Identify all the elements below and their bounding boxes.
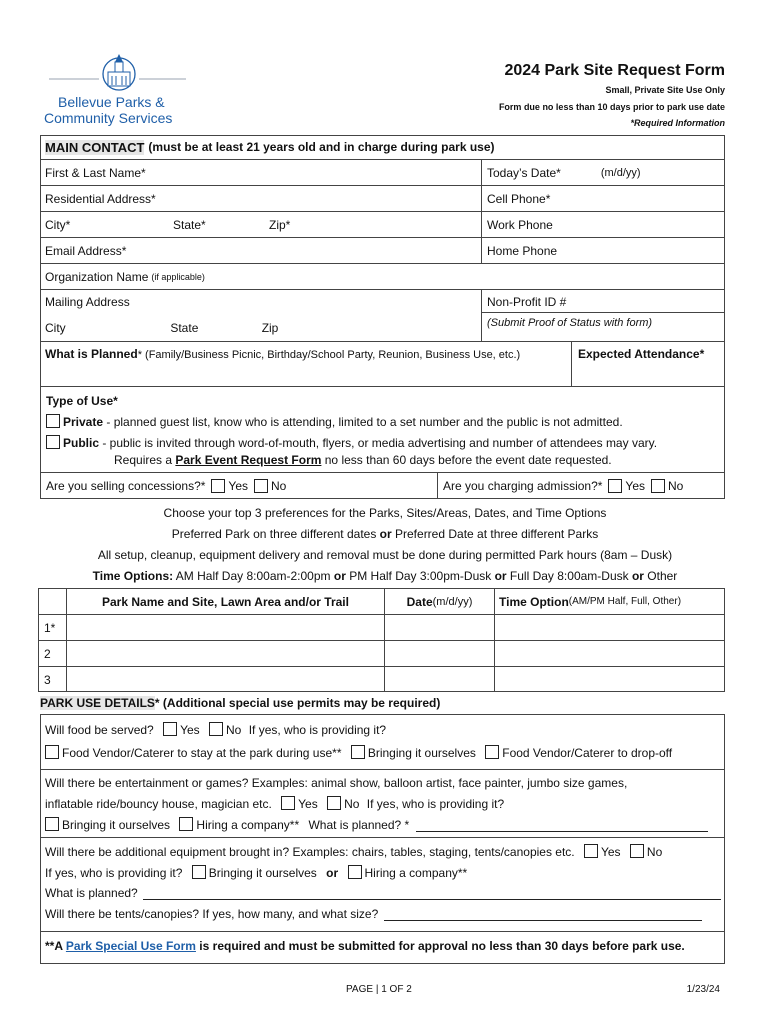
preferences-table	[38, 588, 725, 692]
proof-note: (Submit Proof of Status with form)	[487, 317, 653, 329]
nonprofit-field[interactable]	[482, 290, 725, 342]
equip-question	[45, 844, 662, 859]
charging-yes-checkbox[interactable]	[608, 479, 622, 493]
equip-planned-label: What is planned?	[45, 886, 138, 900]
todays-date-label: Today’s Date*	[487, 165, 561, 180]
park-use-heading-line	[40, 696, 440, 710]
footer-date: 1/23/24	[686, 984, 720, 995]
food-no-label: No	[226, 723, 242, 737]
time-options-line	[0, 569, 770, 583]
requires-post: no less than 60 days before the event date requested.	[321, 453, 612, 467]
time-pm: PM Half Day 3:00pm-Dusk	[345, 569, 495, 583]
tents-input[interactable]	[384, 907, 702, 921]
public-text: - public is invited through word-of-mouth, flyers, or media advertising and number of attendees may vary.	[99, 436, 658, 450]
planned-row	[40, 342, 725, 387]
city-row	[40, 212, 725, 238]
form-title: 2024 Park Site Request Form	[504, 62, 725, 79]
equip-hiring-checkbox[interactable]	[348, 865, 362, 879]
charging-yes-label: Yes	[625, 478, 645, 493]
attendance-field[interactable]	[572, 342, 725, 387]
org-row	[40, 264, 725, 290]
divider	[41, 769, 724, 770]
selling-yes-label: Yes	[228, 478, 248, 493]
page-number: PAGE | 1 OF 2	[346, 984, 412, 995]
mailing-label: Mailing Address	[45, 295, 130, 309]
address-row	[40, 186, 725, 212]
charging-label: Are you charging admission?*	[443, 478, 603, 493]
instruction-line2-pre: Preferred Park on three different dates	[171, 527, 380, 541]
special-pre: **A	[45, 939, 66, 953]
equip-yes-checkbox[interactable]	[584, 844, 598, 858]
city-hall-icon	[44, 52, 194, 94]
ent-no-checkbox[interactable]	[327, 796, 341, 810]
special-post: is required and must be submitted for approval no less than 30 days before park use.	[195, 939, 685, 953]
food-vendor-checkbox[interactable]	[45, 745, 59, 759]
charging-no-label: No	[668, 478, 684, 493]
table-row	[39, 641, 724, 667]
food-question-label: Will food be served?	[45, 723, 154, 737]
pref-row-number: 1*	[39, 615, 67, 640]
food-no-checkbox[interactable]	[209, 722, 223, 736]
cell-phone-field[interactable]: Cell Phone*	[487, 191, 551, 206]
special-use-note	[45, 939, 685, 953]
org-name-field[interactable]	[40, 264, 725, 289]
header-line2: Form due no less than 10 days prior to park use date	[498, 102, 725, 112]
table-row	[39, 615, 724, 641]
equip-options	[45, 865, 467, 880]
name-row	[40, 160, 725, 186]
food-bringing-label: Bringing it ourselves	[367, 746, 476, 760]
time-other: Other	[643, 569, 678, 583]
food-bringing-checkbox[interactable]	[351, 745, 365, 759]
divider	[41, 837, 724, 838]
ent-hiring-checkbox[interactable]	[179, 817, 193, 831]
ent-question-2-label: inflatable ride/bouncy house, magician etc.	[45, 797, 272, 811]
state-label: State*	[173, 217, 206, 232]
ent-bringing-label: Bringing it ourselves	[62, 818, 171, 832]
mailing-field[interactable]	[40, 290, 482, 342]
ent-no-label: No	[344, 797, 360, 811]
time-or1: or	[333, 569, 346, 583]
main-contact-heading-row	[40, 135, 725, 160]
pref-col-date-label: Date	[406, 594, 433, 609]
table-row	[39, 667, 724, 692]
ent-yes-label: Yes	[298, 797, 318, 811]
equip-no-label: No	[646, 845, 663, 859]
what-planned-field[interactable]	[40, 342, 572, 387]
private-option[interactable]	[46, 414, 623, 429]
ent-question-2	[45, 796, 504, 811]
main-contact-heading: MAIN CONTACT	[45, 139, 145, 155]
tents-question	[45, 907, 702, 921]
ent-who-label: If yes, who is providing it?	[366, 797, 505, 811]
instruction-line3: All setup, cleanup, equipment delivery and removal must be done during permitted Park hours (8am – Dusk)	[97, 548, 673, 562]
pref-col-time-note: (AM/PM Half, Full, Other)	[568, 596, 682, 607]
ent-what-planned-label: What is planned? *	[308, 818, 410, 832]
instruction-line2	[0, 527, 770, 541]
zip2-label: Zip	[261, 321, 279, 335]
email-field[interactable]: Email Address*	[40, 238, 482, 263]
selling-yes-checkbox[interactable]	[211, 479, 225, 493]
pref-time-input[interactable]	[495, 667, 724, 692]
ent-question: Will there be entertainment or games? Examples: animal show, balloon artist, face painter, jumbo size games,	[45, 776, 628, 790]
time-am: AM Half Day 8:00am-2:00pm	[173, 569, 334, 583]
pref-date-input[interactable]	[385, 641, 495, 666]
attendance-label: Expected Attendance*	[578, 347, 705, 361]
equip-yes-label: Yes	[600, 845, 621, 859]
private-checkbox[interactable]	[46, 414, 60, 428]
charging-admission	[438, 473, 724, 498]
selling-concessions	[41, 473, 438, 498]
city2-label: City	[45, 321, 66, 335]
nonprofit-label: Non-Profit ID #	[487, 295, 567, 309]
time-full: Full Day 8:00am-Dusk	[506, 569, 632, 583]
park-use-box	[40, 714, 725, 964]
pref-col-date-note: (m/d/yy)	[432, 595, 473, 608]
instruction-line2-post: Preferred Date at three different Parks	[391, 527, 599, 541]
city-state-zip-field[interactable]	[40, 212, 482, 237]
selling-no-checkbox[interactable]	[254, 479, 268, 493]
food-dropoff-label: Food Vendor/Caterer to drop-off	[502, 746, 673, 760]
city-label: City*	[45, 217, 71, 232]
public-label: Public	[63, 436, 100, 450]
divider	[41, 931, 724, 932]
type-of-use-box	[40, 387, 725, 473]
equip-hiring-label: Hiring a company**	[364, 866, 468, 880]
time-or3: or	[631, 569, 644, 583]
food-question	[45, 722, 386, 737]
pref-row-number: 3	[39, 667, 67, 692]
pref-time-input[interactable]	[495, 615, 724, 640]
pref-col-park: Park Name and Site, Lawn Area and/or Trail	[67, 589, 385, 614]
food-who-label: If yes, who is providing it?	[248, 723, 387, 737]
address-field[interactable]: Residential Address*	[40, 186, 482, 211]
pref-date-input[interactable]	[385, 615, 495, 640]
pref-park-input[interactable]	[67, 615, 385, 640]
mailing-city-line	[45, 321, 278, 335]
charging-no-checkbox[interactable]	[651, 479, 665, 493]
requires-line	[114, 453, 612, 467]
park-special-use-link[interactable]: Park Special Use Form	[65, 939, 196, 953]
nonprofit-divider	[482, 312, 725, 313]
equip-bringing-label: Bringing it ourselves	[208, 866, 317, 880]
equip-or: or	[326, 866, 339, 880]
equip-who-label: If yes, who is providing it?	[45, 866, 183, 880]
pref-col-time-label: Time Option	[499, 594, 569, 609]
pref-park-input[interactable]	[67, 667, 385, 692]
time-or2: or	[494, 569, 507, 583]
home-phone-field[interactable]: Home Phone	[487, 243, 558, 258]
park-use-heading: PARK USE DETAILS	[40, 696, 155, 710]
logo	[44, 52, 194, 127]
selling-label: Are you selling concessions?*	[46, 478, 206, 493]
zip-label: Zip*	[269, 217, 291, 232]
state2-label: State	[170, 321, 199, 335]
org-name-note: (if applicable)	[151, 271, 205, 282]
equip-planned-input[interactable]	[143, 886, 721, 900]
equip-question-label: Will there be additional equipment brought in? Examples: chairs, tables, staging, tents/canopies etc.	[45, 845, 575, 859]
food-vendor-label: Food Vendor/Caterer to stay at the park during use**	[62, 746, 342, 760]
date-format: (m/d/yy)	[600, 166, 641, 179]
pref-col-time	[495, 589, 724, 614]
food-yes-checkbox[interactable]	[163, 722, 177, 736]
park-event-request-link[interactable]: Park Event Request Form	[175, 453, 322, 467]
pref-park-input[interactable]	[67, 641, 385, 666]
equip-no-checkbox[interactable]	[630, 844, 644, 858]
instruction-or: or	[379, 527, 392, 541]
name-field[interactable]: First & Last Name*	[40, 160, 482, 185]
pref-header-row	[39, 589, 724, 615]
private-label: Private	[63, 415, 104, 429]
mailing-row	[40, 290, 725, 342]
header-line3: *Required Information	[630, 118, 725, 128]
header-line1: Small, Private Site Use Only	[605, 85, 725, 95]
public-checkbox[interactable]	[46, 435, 60, 449]
email-row	[40, 238, 725, 264]
equip-planned	[45, 886, 721, 900]
equip-bringing-checkbox[interactable]	[192, 865, 206, 879]
org-name-label: Organization Name	[45, 269, 149, 284]
main-contact-note: (must be at least 21 years old and in charge during park use)	[148, 140, 495, 154]
food-dropoff-checkbox[interactable]	[485, 745, 499, 759]
concessions-row	[40, 473, 725, 499]
work-phone-field[interactable]: Work Phone	[487, 217, 553, 232]
tents-question-label: Will there be tents/canopies? If yes, how many, and what size?	[45, 907, 379, 921]
ent-bringing-checkbox[interactable]	[45, 817, 59, 831]
todays-date-field[interactable]	[482, 160, 725, 185]
instruction-line1: Choose your top 3 preferences for the Parks, Sites/Areas, Dates, and Time Options	[163, 506, 607, 520]
logo-line1: Bellevue Parks &	[58, 94, 165, 110]
ent-yes-checkbox[interactable]	[281, 796, 295, 810]
ent-hiring-label: Hiring a company**	[196, 818, 300, 832]
food-options	[45, 745, 672, 760]
pref-date-input[interactable]	[385, 667, 495, 692]
public-option[interactable]	[46, 435, 657, 450]
pref-col-date	[385, 589, 495, 614]
selling-no-label: No	[271, 478, 287, 493]
ent-options	[45, 817, 708, 832]
pref-time-input[interactable]	[495, 641, 724, 666]
time-options-label: Time Options:	[92, 569, 174, 583]
private-text: - planned guest list, know who is attending, limited to a set number and the public is not admitted.	[103, 415, 623, 429]
requires-pre: Requires a	[114, 453, 176, 467]
logo-line2: Community Services	[44, 110, 173, 126]
park-use-note: * (Additional special use permits may be required)	[154, 696, 441, 710]
what-planned-note: * (Family/Business Picnic, Birthday/School Party, Reunion, Business Use, etc.)	[137, 349, 521, 361]
ent-what-planned-input[interactable]	[416, 818, 708, 832]
what-planned-label: What is Planned	[45, 347, 138, 361]
type-of-use-heading: Type of Use*	[46, 394, 118, 408]
food-yes-label: Yes	[180, 723, 200, 737]
pref-row-number: 2	[39, 641, 67, 666]
